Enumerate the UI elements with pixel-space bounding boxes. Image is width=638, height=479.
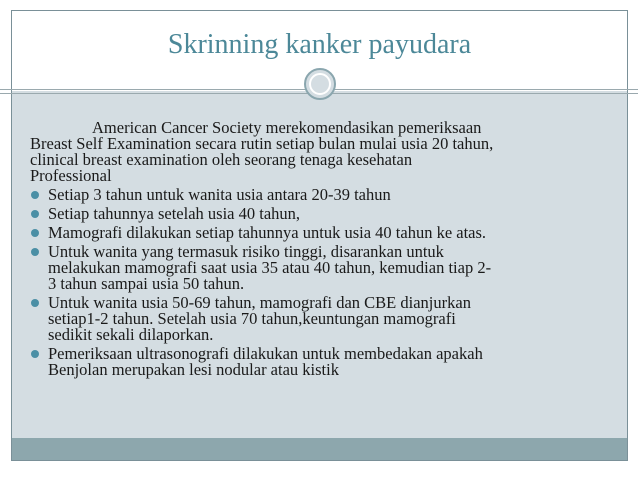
bullet-item xyxy=(30,346,620,378)
bullet-item xyxy=(30,244,620,292)
bullet-list xyxy=(30,187,620,378)
intro-line: American Cancer Society merekomendasikan pemeriksaan xyxy=(92,118,482,137)
circle-ornament-inner xyxy=(309,73,331,95)
bullet-item xyxy=(30,206,620,222)
bullet-dot-icon xyxy=(31,191,39,199)
slide-body xyxy=(30,120,620,378)
intro-line: Breast Self Examination secara rutin setiap bulan mulai usia 20 tahun, xyxy=(30,134,494,153)
bullet-dot-icon xyxy=(31,299,39,307)
bullet-line: Setiap tahunnya setelah usia 40 tahun, xyxy=(48,204,301,223)
bullet-line: Benjolan merupakan lesi nodular atau kistik xyxy=(48,360,339,379)
bullet-dot-icon xyxy=(31,350,39,358)
intro-line: Professional xyxy=(30,166,112,185)
intro-line: clinical breast examination oleh seorang tenaga kesehatan xyxy=(30,150,413,169)
bullet-line: sedikit sekali dilaporkan. xyxy=(48,325,214,344)
slide-title: Skrinning kanker payudara xyxy=(167,29,472,60)
bullet-line: Untuk wanita usia 50-69 tahun, mamografi dan CBE dianjurkan xyxy=(48,293,471,312)
bullet-line: setiap1-2 tahun. Setelah usia 70 tahun,keuntungan mamografi xyxy=(48,309,456,328)
bullet-line: 3 tahun sampai usia 50 tahun. xyxy=(48,274,245,293)
bullet-line: Untuk wanita yang termasuk risiko tinggi, disarankan untuk xyxy=(48,242,444,261)
bullet-item xyxy=(30,295,620,343)
bullet-line: Pemeriksaan ultrasonografi dilakukan untuk membedakan apakah xyxy=(48,344,483,363)
bullet-dot-icon xyxy=(31,210,39,218)
bullet-line: Mamografi dilakukan setiap tahunnya untuk usia 40 tahun ke atas. xyxy=(48,223,487,242)
bullet-item xyxy=(30,187,620,203)
bullet-item xyxy=(30,225,620,241)
bullet-dot-icon xyxy=(31,229,39,237)
bullet-dot-icon xyxy=(31,248,39,256)
bullet-line: Setiap 3 tahun untuk wanita usia antara 20-39 tahun xyxy=(48,185,391,204)
intro-paragraph xyxy=(30,120,620,184)
bottom-band xyxy=(12,438,627,460)
circle-ornament-icon xyxy=(304,68,336,100)
bullet-line: melakukan mamografi saat usia 35 atau 40 tahun, kemudian tiap 2- xyxy=(48,258,492,277)
